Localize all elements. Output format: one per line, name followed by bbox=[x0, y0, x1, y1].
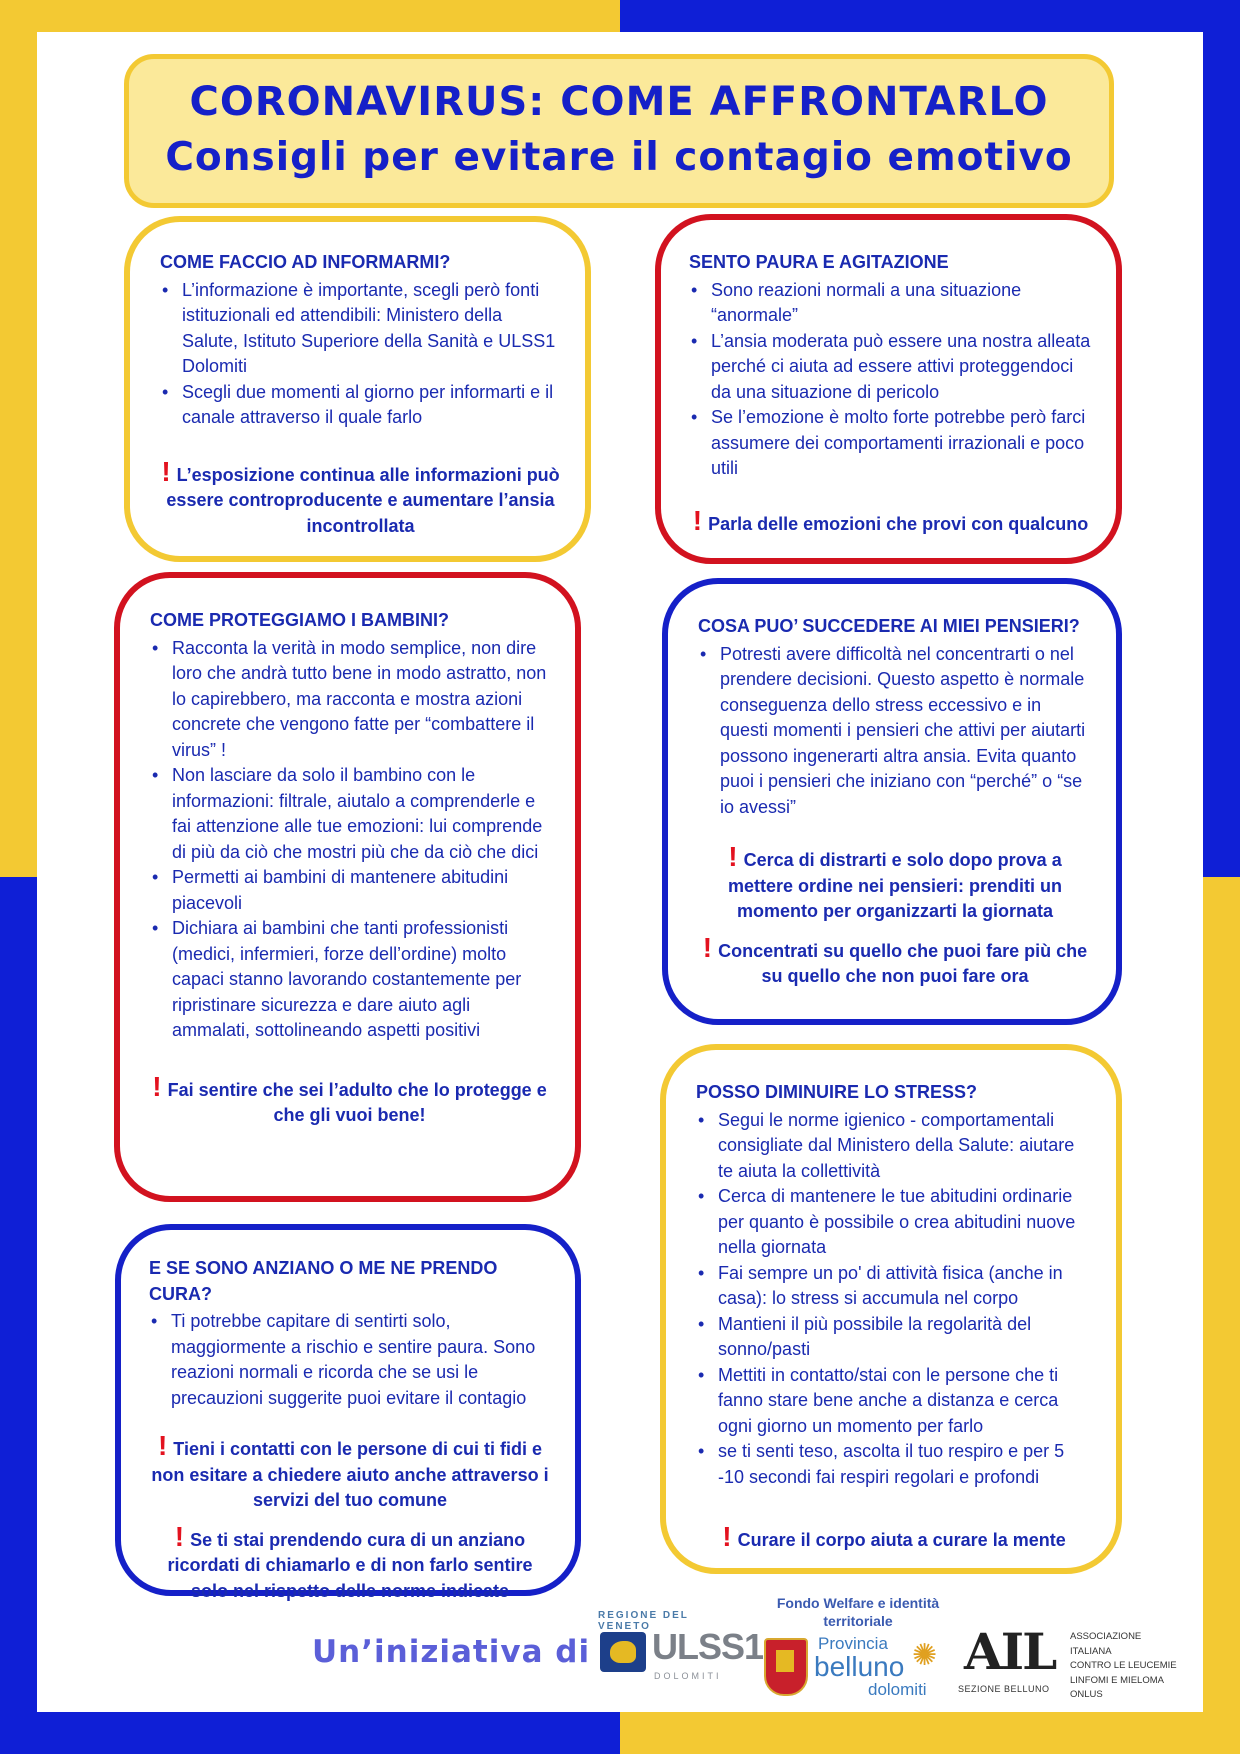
list-item: • Potresti avere difficoltà nel concentrarti o nel prendere decisioni. Questo aspetto è normale conseguenza dello stress eccessivo e in questi momenti i pensieri che attivi per aiutarti possono ingenerarti altra ansia. Evita quanto puoi i pensieri che iniziano con “perché” o “se io avessi” bbox=[698, 642, 1092, 821]
list-item: • Segui le norme igienico - comportamentali consigliate dal Ministero della Salute: aiutare te aiuta la collettività bbox=[696, 1108, 1092, 1185]
exclamation-icon: ! bbox=[174, 1520, 185, 1552]
exclamation-icon: ! bbox=[728, 841, 738, 872]
bullet-list bbox=[689, 278, 1092, 482]
list-item: • Sono reazioni normali a una situazione “anormale” bbox=[689, 278, 1092, 329]
warning-note bbox=[689, 504, 1092, 538]
list-item: • Se l’emozione è molto forte potrebbe però farci assumere dei comportamenti irrazionali e poco utili bbox=[689, 405, 1092, 482]
lion-icon bbox=[600, 1632, 646, 1672]
exclamation-icon: ! bbox=[161, 455, 171, 487]
warning-note bbox=[696, 1521, 1092, 1554]
initiative-label: Un’iniziativa di bbox=[312, 1634, 591, 1670]
poster-title: CORONAVIRUS: COME AFFRONTARLO bbox=[189, 79, 1049, 125]
warning-text: Cerca di distrarti e solo dopo prova a mettere ordine nei pensieri: prenditi un momento per organizzarti la giornata bbox=[727, 850, 1063, 921]
warning-text: Fai sentire che sei l’adulto che lo protegge e che gli vuoi bene! bbox=[167, 1079, 547, 1125]
list-item: • Permetti ai bambini di mantenere abitudini piacevoli bbox=[150, 865, 549, 916]
ail-text-line: ASSOCIAZIONE bbox=[1070, 1631, 1142, 1642]
exclamation-icon: ! bbox=[152, 1070, 162, 1102]
list-item: • Cerca di mantenere le tue abitudini ordinarie per quanto è possibile o crea abitudini nuove nella giornata bbox=[696, 1184, 1092, 1261]
list-item: • Dichiara ai bambini che tanti professionisti (medici, infermieri, forze dell’ordine) molto capaci stanno lavorando costantemente per ripristinare sicurezza e dare aiuto agli ammalati, sottolineando aspetti positivi bbox=[150, 916, 549, 1044]
list-item: • L’ansia moderata può essere una nostra alleata perché ci aiuta ad essere attivi proteggendoci da una situazione di pericolo bbox=[689, 329, 1092, 406]
list-item: • Fai sempre un po' di attività fisica (anche in casa): lo stress si accumula nel corpo bbox=[696, 1261, 1092, 1312]
fondo-title: Fondo Welfare e identità territoriale bbox=[776, 1595, 940, 1629]
belluno-text: belluno bbox=[814, 1651, 905, 1682]
box-pensieri bbox=[662, 578, 1122, 1025]
warning-text: Parla delle emozioni che provi con qualcuno bbox=[708, 513, 1089, 534]
list-item: • Scegli due momenti al giorno per informarti e il canale attraverso il quale farlo bbox=[160, 380, 561, 431]
dolomiti-text: dolomiti bbox=[868, 1680, 927, 1699]
box-title: COME PROTEGGIAMO I BAMBINI? bbox=[150, 610, 449, 630]
list-item: • Racconta la verità in modo semplice, non dire loro che andrà tutto bene in modo astratto, non lo capirebbero, ma racconta e mostra azioni concrete che vengono fatte per “combattere il virus” ! bbox=[150, 636, 549, 764]
bullet-list bbox=[160, 278, 561, 431]
list-item: • se ti senti teso, ascolta il tuo respiro e per 5 -10 secondi fai respiri regolari e profondi bbox=[696, 1439, 1092, 1490]
bullet-list bbox=[698, 642, 1092, 821]
coat-of-arms-icon bbox=[764, 1638, 808, 1696]
list-item: • Mettiti in contatto/stai con le persone che ti fanno stare bene anche a distanza e cerca ogni giorno un momento per farlo bbox=[696, 1363, 1092, 1440]
ulss-region-text: REGIONE DEL VENETO bbox=[598, 1610, 689, 1632]
poster-header bbox=[124, 54, 1114, 208]
bullet-list bbox=[150, 636, 549, 1044]
provincia-belluno-logo bbox=[760, 1594, 956, 1714]
box-title: E SE SONO ANZIANO O ME NE PRENDO CURA? bbox=[149, 1258, 498, 1304]
list-item: • Non lasciare da solo il bambino con le informazioni: filtrale, aiutalo a comprenderle e fai attenzione alle tue emozioni: lui comprende di più da ciò che mostri più che da ciò che dici bbox=[150, 763, 549, 865]
bullet-list bbox=[149, 1309, 551, 1411]
ail-logo bbox=[958, 1622, 1068, 1698]
provincia-text: Provincia bbox=[818, 1634, 888, 1653]
list-item: • L’informazione è importante, scegli però fonti istituzionali ed attendibili: Ministero della Salute, Istituto Superiore della Sanità e ULSS1 Dolomiti bbox=[160, 278, 561, 380]
bullet-list bbox=[696, 1108, 1092, 1491]
box-title: POSSO DIMINUIRE LO STRESS? bbox=[696, 1082, 978, 1102]
box-title: SENTO PAURA E AGITAZIONE bbox=[689, 252, 949, 272]
ulss-subtitle: DOLOMITI bbox=[654, 1671, 722, 1681]
ail-text-line: LINFOMI E MIELOMA bbox=[1070, 1674, 1164, 1686]
ail-section: SEZIONE BELLUNO bbox=[958, 1684, 1050, 1694]
ail-text-line: ITALIANA bbox=[1070, 1645, 1112, 1657]
ulss-name: ULSS1 bbox=[652, 1626, 764, 1667]
ail-text-line: ONLUS bbox=[1070, 1689, 1103, 1700]
list-item: • Mantieni il più possibile la regolarità del sonno/pasti bbox=[696, 1312, 1092, 1363]
warning-note bbox=[698, 931, 1092, 990]
warning-note bbox=[150, 1070, 549, 1129]
ulss-logo bbox=[598, 1610, 764, 1688]
exclamation-icon: ! bbox=[722, 1521, 732, 1552]
box-anziano bbox=[115, 1224, 581, 1601]
list-item: • Ti potrebbe capitare di sentirti solo, maggiormente a rischio e sentire paura. Sono reazioni normali e ricorda che se usi le precauzioni suggerite puoi evitare il contagio bbox=[149, 1309, 551, 1411]
warning-text: Se ti stai prendendo cura di un anziano ricordati di chiamarlo e di non farlo sentire solo nel rispetto delle norme indicate bbox=[167, 1529, 533, 1601]
ail-description bbox=[1070, 1630, 1180, 1703]
exclamation-icon: ! bbox=[157, 1430, 168, 1461]
warning-note bbox=[149, 1520, 551, 1605]
warning-note bbox=[160, 455, 561, 540]
ail-logo-mark: AIL bbox=[964, 1622, 1056, 1681]
box-title: COSA PUO’ SUCCEDERE AI MIEI PENSIERI? bbox=[698, 616, 1080, 636]
warning-text: L’esposizione continua alle informazioni può essere controproducente e aumentare l’ansia incontrollata bbox=[166, 464, 560, 536]
warning-text: Tieni i contatti con le persone di cui ti fidi e non esitare a chiedere aiuto anche attraverso i servizi del tuo comune bbox=[151, 1439, 549, 1510]
box-title: COME FACCIO AD INFORMARMI? bbox=[160, 252, 451, 272]
exclamation-icon: ! bbox=[692, 504, 703, 536]
warning-note bbox=[149, 1430, 551, 1514]
box-paura bbox=[655, 214, 1122, 564]
poster-subtitle: Consigli per evitare il contagio emotivo bbox=[165, 135, 1073, 180]
warning-text: Concentrati su quello che puoi fare più che su quello che non puoi fare ora bbox=[718, 940, 1088, 986]
warning-note bbox=[698, 841, 1092, 925]
box-informarmi bbox=[124, 216, 591, 562]
exclamation-icon: ! bbox=[702, 931, 713, 963]
ail-text-line: CONTRO LE LEUCEMIE bbox=[1070, 1660, 1177, 1671]
box-bambini bbox=[114, 572, 581, 1202]
warning-text: Curare il corpo aiuta a curare la mente bbox=[737, 1530, 1066, 1550]
box-stress bbox=[660, 1044, 1122, 1574]
star-icon: ✺ bbox=[912, 1639, 938, 1672]
